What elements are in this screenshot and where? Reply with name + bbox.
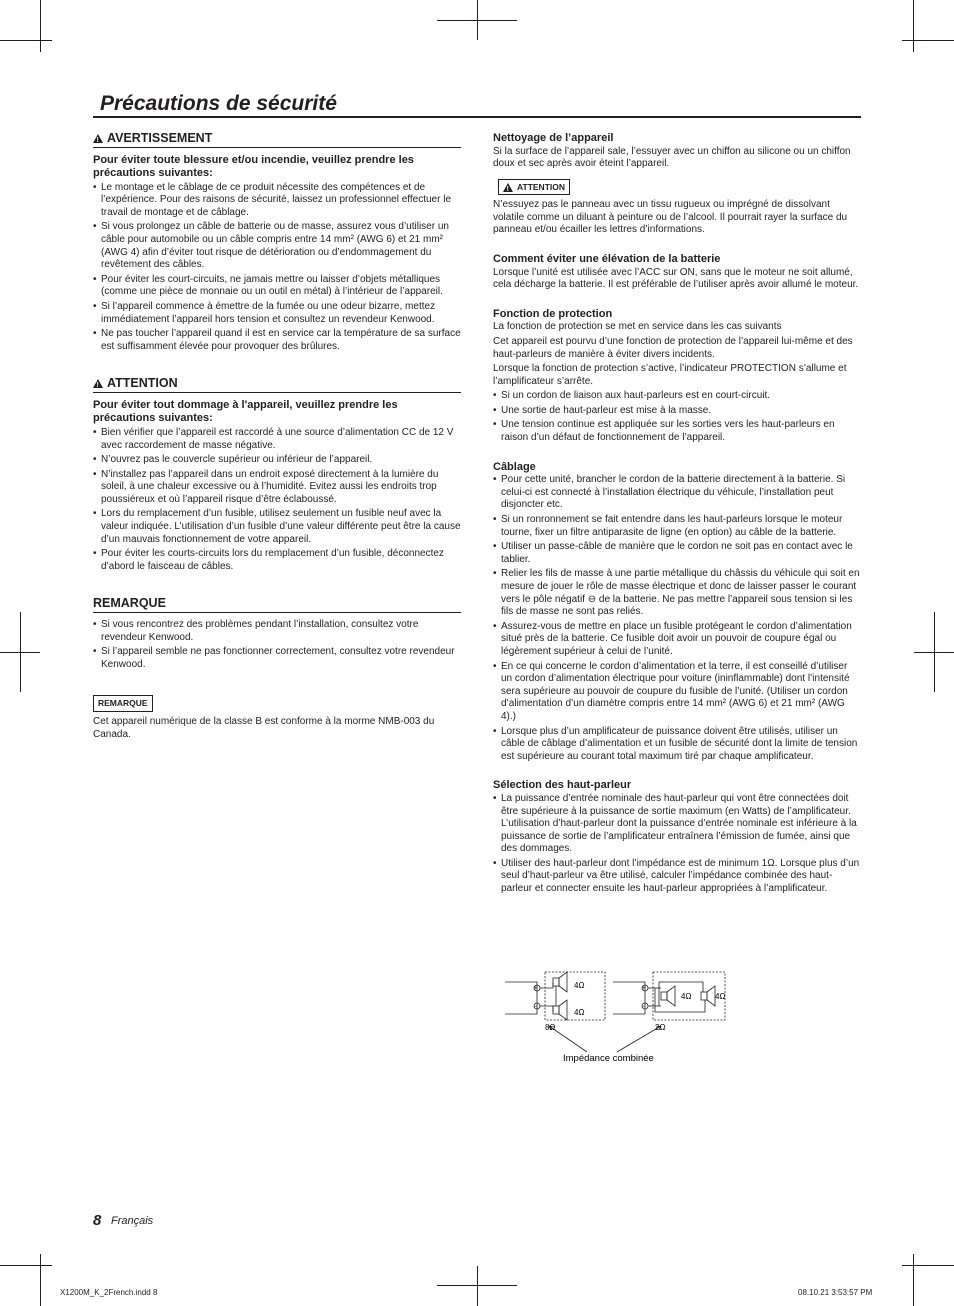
list-item: • Bien vérifier que l’appareil est raccordé à une source d’alimentation CC de 12 V avec raccordement de masse négative. <box>93 427 461 452</box>
list-item: • Une tension continue est appliquée sur les sorties vers les haut-parleurs en raison d’un défaut de fonctionnement de l’appareil. <box>493 419 861 444</box>
crop-mark <box>40 0 41 52</box>
left-top-ohms: 4Ω <box>574 981 585 990</box>
crop-mark <box>913 0 914 52</box>
footer-language: Français <box>111 1215 154 1227</box>
list-item: • Assurez-vous de mettre en place un fusible protégeant le cordon d’alimentation situé près de la batterie. Ce fusible doit avoir un pouvoir de coupure égal ou légèrement supérieur à celui de l’unité. <box>493 621 861 659</box>
title-rule <box>93 116 861 118</box>
list-item: • En ce qui concerne le cordon d’alimentation et la terre, il est conseillé d’utiliser un cordon d’alimentation électrique pour voiture (ininflammable) dont l’intensité sera supérieure au pouvoir de coupure du fusible de l’unité. (Utiliser un cordon d’alimentation d’un diamètre compris entre 14 mm² (AWG 6) et 21 mm² (AWG 4).) <box>493 661 861 724</box>
speaker-icon <box>661 992 667 1000</box>
slug-filename: X1200M_K_2French.indd 8 <box>60 1288 158 1297</box>
caution-heading <box>93 377 461 393</box>
speaker-heading: Sélection des haut-parleur <box>493 779 632 792</box>
protection-para: Lorsque la fonction de protection s’active, l’indicateur PROTECTION s’allume et l’amplificateur s’arrête. <box>493 363 847 387</box>
caution-heading-text: ATTENTION <box>107 376 178 391</box>
protection-heading: Fonction de protection <box>493 307 613 320</box>
speaker-icon <box>553 978 559 986</box>
warning-triangle-icon <box>93 134 103 143</box>
list-item: • Une sortie de haut-parleur est mise à la masse. <box>493 405 861 418</box>
caution-lead: Pour éviter tout dommage à l'appareil, veuillez prendre les précautions suivantes: <box>93 398 398 424</box>
impedance-diagram <box>505 968 745 1068</box>
caution-list <box>93 427 461 574</box>
list-item: • Si un ronronnement se fait entendre dans les haut-parleurs lorsque le moteur tourne, fixer un filtre antiparasite de ligne (en option) au câble de la batterie. <box>493 514 861 539</box>
crop-mark <box>0 40 52 41</box>
list-item: • Ne pas toucher l’appareil quand il est en service car la température de sa surface est suffisamment élevée pour provoquer des brûlures. <box>93 328 461 353</box>
protection-para: La fonction de protection se met en service dans les cas suivants <box>493 321 782 333</box>
svg-text:+: + <box>534 986 538 992</box>
amplifier-right-outline <box>613 982 645 1014</box>
svg-text:−: − <box>534 1004 538 1010</box>
left-column <box>93 132 461 743</box>
attention-box-text: N’essuyez pas le panneau avec un tissu rugueux ou imprégné de dissolvant volatile comme un diluant à peinture ou de l’alcool. Il pourrait rayer la surface du panneau et/ou écailler les lettres d’informations. <box>493 199 848 236</box>
page-title: Précautions de sécurité <box>100 92 337 115</box>
warning-triangle-icon <box>93 379 103 388</box>
remarque-heading-text: REMARQUE <box>93 596 166 611</box>
cabling-list <box>493 474 861 763</box>
amplifier-left-outline <box>505 982 537 1014</box>
attention-box-label <box>498 179 570 196</box>
list-item: • Si vous prolongez un câble de batterie ou de masse, assurez vous d’utiliser un câble pour automobile ou un câble compris entre 14 mm² (AWG 6) et 21 mm² (AWG 4) afin d’éviter tout risque de détérioration ou d’endommagement du revêtement des câbles. <box>93 221 461 271</box>
attention-box-label-text: ATTENTION <box>517 181 566 192</box>
list-item: • Si l’appareil commence à émettre de la fumée ou une odeur bizarre, mettez immédiatement l’appareil hors tension et consultez un revendeur Kenwood. <box>93 301 461 326</box>
battery-heading: Comment éviter une élévation de la batterie <box>493 252 721 265</box>
crop-mark <box>934 612 935 692</box>
remarque-list <box>93 619 461 671</box>
warning-list <box>93 182 461 354</box>
list-item: • Pour cette unité, brancher le cordon de la batterie directement à la batterie. Si celui-ci est connecté à l’installation électrique du véhicule, l’installation peut disjoncter etc. <box>493 474 861 512</box>
svg-text:−: − <box>642 1004 646 1010</box>
list-item: • Pour éviter les court-circuits, ne jamais mettre ou laisser d’objets métalliques (comme une pièce de monnaie ou un outil en métal) à l’intérieur de l’appareil. <box>93 274 461 299</box>
right-total-ohms: 2Ω <box>655 1023 666 1032</box>
list-item: • N’ouvrez pas le couvercle supérieur ou inférieur de l’appareil. <box>93 454 461 467</box>
crop-mark <box>913 1254 914 1306</box>
list-item: • Relier les fils de masse à une partie métallique du châssis du véhicule qui soit en mesure de jouer le rôle de masse électrique et donc de laisser passer le courant vers le pôle négatif ⊖ de la batterie. Ne pas mettre l’appareil sous tension si les fils de masse ne sont pas reliés. <box>493 568 861 618</box>
slug-timestamp: 08.10.21 3:53:57 PM <box>798 1288 873 1297</box>
crop-mark <box>20 612 21 692</box>
list-item: • Si un cordon de liaison aux haut-parleurs est en court-circuit. <box>493 390 861 403</box>
warning-heading <box>93 132 461 148</box>
warning-triangle-icon <box>503 183 513 192</box>
right-b-ohms: 4Ω <box>715 992 726 1001</box>
list-item: • Si l’appareil semble ne pas fonctionner correctement, consultez votre revendeur Kenwood. <box>93 646 461 671</box>
list-item: • Utiliser un passe-câble de manière que le cordon ne soit pas en contact avec le tablier. <box>493 541 861 566</box>
remarque-box-text: Cet appareil numérique de la classe B est conforme à la morme NMB-003 du Canada. <box>93 716 435 740</box>
left-total-ohms: 8Ω <box>545 1023 556 1032</box>
right-a-ohms: 4Ω <box>681 992 692 1001</box>
left-bottom-ohms: 4Ω <box>574 1008 585 1017</box>
protection-para: Cet appareil est pourvu d’une fonction de protection de l’appareil lui-même et des haut-parleurs de manière à éviter divers incidents. <box>493 335 853 360</box>
warning-heading-text: AVERTISSEMENT <box>107 131 213 145</box>
speaker-icon <box>553 1006 559 1014</box>
speaker-icon <box>701 992 707 1000</box>
crop-mark <box>477 1266 478 1306</box>
list-item: • Lorsque plus d’un amplificateur de puissance doivent être utilisés, utiliser un câble de câblage d’alimentation et un fusible de sécurité dont la limite de tension est supérieure au courant total maximum tiré par chaque amplificateur. <box>493 726 861 764</box>
crop-mark <box>0 1265 52 1266</box>
list-item: • Le montage et le câblage de ce produit nécessite des compétences et de l’expérience. Pour des raisons de sécurité, laissez un professionnel effectuer le travail de montage et de câblage. <box>93 182 461 220</box>
list-item: • N’installez pas l’appareil dans un endroit exposé directement à la lumière du soleil, à une chaleur excessive ou à l’humidité. Evitez aussi les endroits trop poussiéreux et où l’appareil risque d’être éclaboussé. <box>93 469 461 507</box>
speaker-list <box>493 793 861 896</box>
crop-mark <box>902 40 954 41</box>
battery-text: Lorsque l’unité est utilisée avec l’ACC sur ON, sans que le moteur ne soit allumé, cela décharge la batterie. Il est préférable de l’utiliser après avoir allumé le moteur. <box>493 266 859 291</box>
list-item: • Utiliser des haut-parleur dont l’impédance est de minimum 1Ω. Lorsque plus d’un seul d’haut-parleur va être utilisé, calculer l’impédance combinée des haut-parleur et connecter ensuite les haut-parleur appropriées à l’amplificateur. <box>493 858 861 896</box>
crop-mark <box>477 0 478 40</box>
crop-mark <box>902 1265 954 1266</box>
list-item: • La puissance d’entrée nominale des haut-parleur qui vont être connectées doit être supérieure à la puissance de sortie maximum (en Watts) de l’amplificateur. L’utilisation d’haut-parleur dont la puissance d’entrée nominale est inférieure à la puissance de sortie de l’amplificateur entraînera l’émission de fumée, ainsi que des dommages. <box>493 793 861 856</box>
cabling-heading: Câblage <box>493 460 536 473</box>
remarque-heading <box>93 597 461 613</box>
cleaning-heading: Nettoyage de l’appareil <box>493 132 614 144</box>
list-item: • Si vous rencontrez des problèmes pendant l’installation, consultez votre revendeur Kenwood. <box>93 619 461 644</box>
cleaning-text: Si la surface de l’appareil sale, l’essuyer avec un chiffon au silicone ou un chiffon doux et sec après avoir éteint l’appareil. <box>493 145 851 170</box>
list-item: • Lors du remplacement d’un fusible, utilisez seulement un fusible neuf avec la valeur indiquée. L’utilisation d’un fusible d’une valeur différente peut être la cause d’un mauvais fonctionnement de votre appareil. <box>93 508 461 546</box>
page-number: 8 <box>93 1212 102 1229</box>
crop-mark <box>40 1254 41 1306</box>
right-column <box>493 132 861 898</box>
diagram-caption: Impédance combinée <box>563 1053 654 1064</box>
list-item: • Pour éviter les courts-circuits lors du remplacement d’un fusible, déconnectez d’abord le faisceau de câbles. <box>93 548 461 573</box>
warning-lead: Pour éviter toute blessure et/ou incendie, veuillez prendre les précautions suivantes: <box>93 153 414 179</box>
protection-list <box>493 390 861 444</box>
svg-text:+: + <box>642 986 646 992</box>
remarque-box-label: REMARQUE <box>93 695 153 712</box>
